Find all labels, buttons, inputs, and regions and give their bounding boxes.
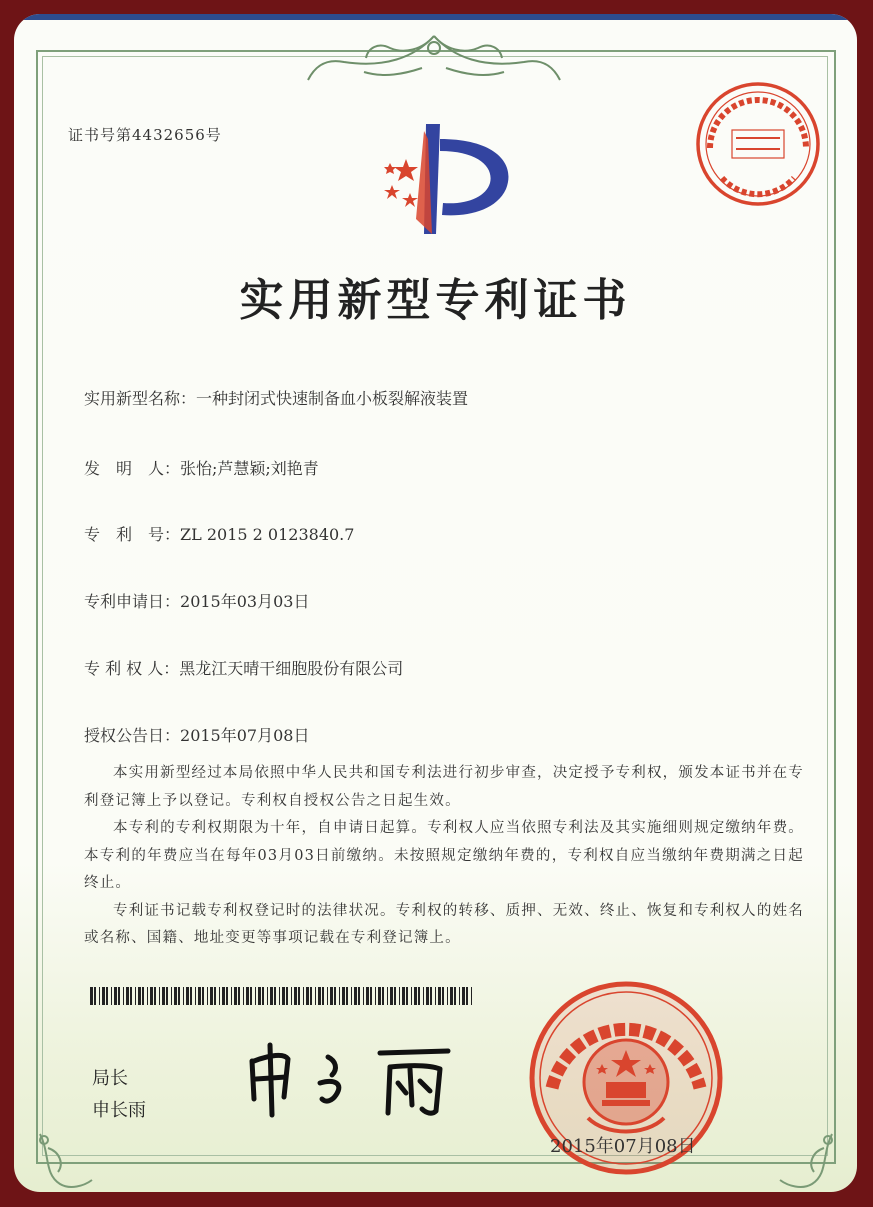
- field-utility-model-name: [84, 386, 468, 409]
- field-label: 发 明 人：: [84, 459, 181, 478]
- certificate-number: 证书号第4432656号: [68, 126, 222, 144]
- sipo-logo-icon: [366, 119, 526, 244]
- bottom-right-ornament-icon: [772, 1124, 842, 1192]
- field-grant-date: [84, 723, 309, 746]
- field-inventors: [84, 456, 319, 479]
- field-label: 专 利 号：: [84, 525, 181, 544]
- legal-paragraph: 专利证书记载专利权登记时的法律状况。专利权的转移、质押、无效、终止、恢复和专利权人的姓名或名称、国籍、地址变更等事项记载在专利登记簿上。: [84, 902, 804, 946]
- legal-paragraph: 本实用新型经过本局依照中华人民共和国专利法进行初步审查，决定授予专利权，颁发本证书并在专利登记簿上予以登记。专利权自授权公告之日起生效。: [84, 765, 804, 809]
- certificate-paper: [14, 14, 857, 1192]
- certificate-title: 实用新型专利证书: [239, 275, 632, 326]
- field-value: 2015年07月08日: [180, 726, 310, 745]
- seal-date: 2015年07月08日: [550, 1136, 696, 1157]
- field-value: ZL 2015 2 0123840.7: [180, 525, 355, 544]
- director-signature-icon: [240, 1039, 460, 1119]
- field-patentee: [84, 656, 403, 679]
- director-name: 申长雨: [92, 1100, 146, 1121]
- tax-stamp-icon: [692, 78, 824, 210]
- field-value: 一种封闭式快速制备血小板裂解液装置: [196, 389, 469, 408]
- barcode-icon: [90, 987, 475, 1005]
- field-label: 实用新型名称：: [84, 389, 197, 408]
- field-application-date: [84, 589, 309, 612]
- top-blue-strip: [14, 14, 857, 20]
- field-value: 黑龙江天晴干细胞股份有限公司: [179, 659, 404, 678]
- top-ornament-icon: [304, 28, 564, 90]
- field-value: 2015年03月03日: [180, 592, 310, 611]
- legal-paragraph: 本专利的专利权期限为十年，自申请日起算。专利权人应当依照专利法及其实施细则规定缴纳年费。本专利的年费应当在每年03月03日前缴纳。未按照规定缴纳年费的，专利权自应当缴纳年费期满之日起终止。: [84, 820, 804, 891]
- director-title: 局长: [92, 1068, 128, 1089]
- field-value: 张怡;芦慧颖;刘艳青: [180, 459, 319, 478]
- field-patent-number: [84, 522, 354, 545]
- bottom-left-ornament-icon: [30, 1124, 100, 1192]
- field-label: 专利申请日：: [84, 592, 181, 611]
- field-label: 授权公告日：: [84, 726, 181, 745]
- field-label: 专 利 权 人：: [84, 659, 180, 678]
- legal-text: [84, 760, 804, 953]
